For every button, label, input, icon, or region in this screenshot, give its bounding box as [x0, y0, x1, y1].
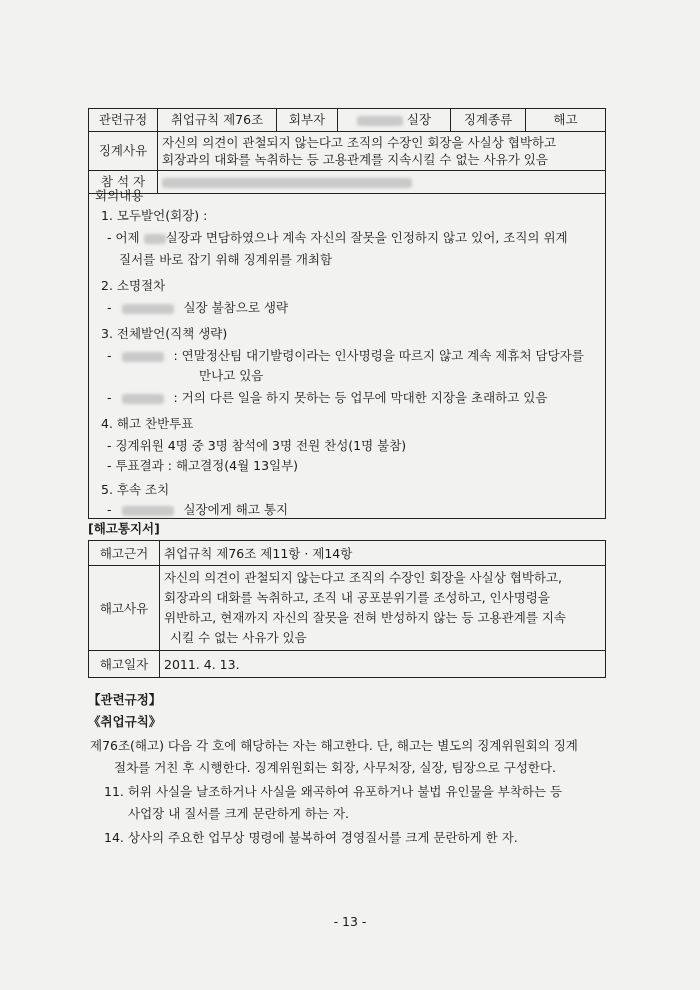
employment-rules-heading: 《취업규칙》	[88, 714, 162, 729]
disciplinary-table	[88, 108, 606, 194]
article-line: 제76조(해고) 다음 각 호에 해당하는 자는 해고한다. 단, 해고는 별도의 징계위원회의 징계	[90, 738, 578, 753]
reason-line: 회장과의 대화를 녹취하고, 조직 내 공포분위기를 조성하고, 인사명령을	[164, 590, 550, 605]
referrer-cell	[338, 109, 451, 132]
line-text: : 연말정산팀 대기발령이라는 인사명령을 따르지 않고 계속 제휴처 담당자를	[173, 348, 584, 363]
type-value: 해고	[526, 109, 606, 132]
section-title: 4. 해고 찬반투표	[101, 416, 194, 431]
redacted-name	[122, 394, 164, 404]
article-item: 11. 허위 사실을 날조하거나 사실을 왜곡하여 유포하거나 불법 유인물을 부착하는 등	[104, 784, 563, 799]
regs-heading: 【관련규정】	[88, 692, 162, 707]
line-prefix: -	[107, 348, 112, 363]
referrer-label: 회부자	[277, 109, 338, 132]
redacted-name	[357, 116, 403, 126]
referrer-suffix: 실장	[406, 112, 432, 127]
line-text: 실장에게 해고 통지	[183, 502, 289, 517]
minutes-line: 만나고 있음	[199, 368, 264, 383]
article-item: 사업장 내 질서를 크게 문란하게 하는 자.	[128, 806, 350, 821]
basis-label: 해고근거	[89, 541, 160, 566]
attendee-label: 참 석 자	[89, 171, 158, 194]
rule-value: 취업규칙 제76조	[158, 109, 277, 132]
dismissal-reason-cell	[160, 566, 606, 651]
article-line: 절차를 거친 후 시행한다. 징계위원회는 회장, 사무처장, 실장, 팀장으로 구성한다.	[114, 760, 557, 775]
reason-cell	[158, 132, 606, 171]
reason-label: 징계사유	[89, 132, 158, 171]
page-number: - 13 -	[333, 914, 367, 929]
minutes-line	[107, 500, 288, 518]
meeting-minutes	[88, 184, 606, 519]
minutes-line	[107, 388, 547, 406]
redacted-name	[122, 304, 174, 314]
redacted-name	[122, 506, 174, 516]
section-title: 5. 후속 조치	[101, 482, 170, 497]
section-title: 1. 모두발언(회장) :	[101, 208, 208, 223]
line-prefix: -	[107, 390, 112, 405]
basis-value: 취업규칙 제76조 제11항 · 제14항	[160, 541, 606, 566]
minutes-line: 질서를 바로 잡기 위해 징계위를 개최함	[119, 252, 333, 267]
line-text: 실장과 면담하였으나 계속 자신의 잘못을 인정하지 않고 있어, 조직의 위계	[165, 230, 568, 245]
redacted-name	[122, 352, 164, 362]
article-item: 14. 상사의 주요한 업무상 명령에 불복하여 경영질서를 크게 문란하게 한 자.	[104, 830, 518, 845]
reason-line: 자신의 의견이 관철되지 않는다고 조직의 수장인 회장을 사실상 협박하고	[162, 135, 557, 150]
date-value: 2011. 4. 13.	[160, 651, 606, 678]
redacted-name	[144, 234, 166, 244]
section-title: 2. 소명절차	[101, 278, 166, 293]
reason-line: 회장과의 대화를 녹취하는 등 고용관계를 지속시킬 수 없는 사유가 있음	[162, 152, 548, 167]
line-prefix: -	[107, 502, 112, 517]
line-text: : 거의 다른 일을 하지 못하는 등 업무에 막대한 지장을 초래하고 있음	[173, 390, 548, 405]
minutes-line	[107, 298, 288, 316]
minutes-label: 회의내용	[95, 188, 144, 203]
dismissal-reason-label: 해고사유	[89, 566, 160, 651]
reason-line: 시킬 수 없는 사유가 있음	[170, 630, 307, 645]
dismissal-notice-table	[88, 540, 606, 678]
minutes-line: - 투표결과 : 해고결정(4월 13일부)	[107, 458, 299, 473]
type-label: 징계종류	[451, 109, 526, 132]
minutes-line: - 징계위원 4명 중 3명 참석에 3명 전원 찬성(1명 불참)	[107, 438, 407, 453]
line-prefix: -	[107, 300, 112, 315]
line-prefix: - 어제	[107, 230, 140, 245]
rule-label: 관련규정	[89, 109, 158, 132]
reason-line: 위반하고, 현재까지 자신의 잘못을 전혀 반성하지 않는 등 고용관계를 지속	[164, 610, 566, 625]
minutes-line	[107, 346, 584, 364]
notice-heading: [해고통지서]	[88, 521, 160, 536]
reason-line: 자신의 의견이 관철되지 않는다고 조직의 수장인 회장을 사실상 협박하고,	[164, 570, 563, 585]
section-title: 3. 전체발언(직책 생략)	[101, 326, 228, 341]
line-text: 실장 불참으로 생략	[183, 300, 289, 315]
date-label: 해고일자	[89, 651, 160, 678]
minutes-line	[107, 228, 568, 246]
